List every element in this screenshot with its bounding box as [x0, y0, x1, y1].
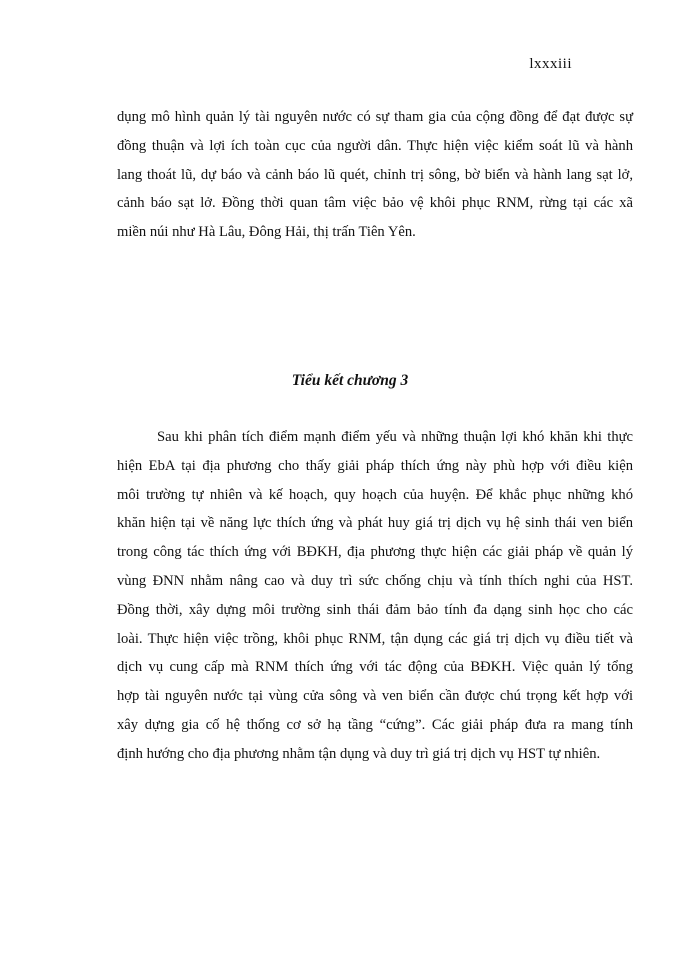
paragraph-line: cảnh báo sạt lở. Đồng thời quan tâm việc bảo vệ khôi phục RNM, rừng tại các xã [117, 195, 633, 212]
paragraph-line: Đồng thời, xây dựng môi trường sinh thái đảm bảo tính đa dạng sinh học cho các [117, 601, 633, 618]
summary-paragraph [117, 423, 633, 769]
paragraph-line: môi trường tự nhiên và kế hoạch, quy hoạch của huyện. Để khắc phục những khó [117, 486, 633, 503]
paragraph-line: trong công tác thích ứng với BĐKH, địa phương thực hiện các giải pháp về quản lý [117, 544, 633, 561]
paragraph-line: dịch vụ cung cấp mà RNM thích ứng với tác động của BĐKH. Việc quản lý tổng [117, 659, 633, 676]
paragraph-line: miền núi như Hà Lâu, Đông Hải, thị trấn Tiên Yên. [117, 224, 416, 241]
paragraph-line: đồng thuận và lợi ích toàn cục của người dân. Thực hiện việc kiểm soát lũ và hành [117, 137, 633, 154]
continuation-paragraph [117, 103, 633, 247]
paragraph-line: dụng mô hình quản lý tài nguyên nước có sự tham gia của cộng đồng để đạt được sự [117, 109, 633, 125]
paragraph-line: xây dựng gia cố hệ thống cơ sở hạ tầng “cứng”. Các giải pháp đưa ra mang tính [117, 716, 633, 733]
paragraph-line: hợp tài nguyên nước tại vùng cửa sông và ven biển cần được chú trọng kết hợp với [117, 688, 633, 705]
section-heading: Tiểu kết chương 3 [291, 372, 409, 389]
page-number: lxxxiii [529, 56, 572, 72]
paragraph-line: định hướng cho địa phương nhằm tận dụng và duy trì giá trị dịch vụ HST tự nhiên. [117, 745, 601, 762]
paragraph-line: vùng ĐNN nhằm nâng cao và duy trì sức chống chịu và tính thích nghi của HST. [117, 572, 633, 589]
paragraph-line: lang thoát lũ, dự báo và cảnh báo lũ quét, chỉnh trị sông, bờ biển và hành lang sạt lở, [117, 166, 633, 183]
paragraph-line: khăn hiện tại về năng lực thích ứng và phát huy giá trị dịch vụ hệ sinh thái ven biển [117, 515, 633, 532]
paragraph-line: loài. Thực hiện việc trồng, khôi phục RNM, tận dụng các giá trị dịch vụ điều tiết và [117, 630, 633, 647]
paragraph-line: hiện EbA tại địa phương cho thấy giải pháp thích ứng này phù hợp với điều kiện [117, 457, 633, 474]
paragraph-line: Sau khi phân tích điểm mạnh điểm yếu và những thuận lợi khó khăn khi thực [157, 429, 633, 445]
